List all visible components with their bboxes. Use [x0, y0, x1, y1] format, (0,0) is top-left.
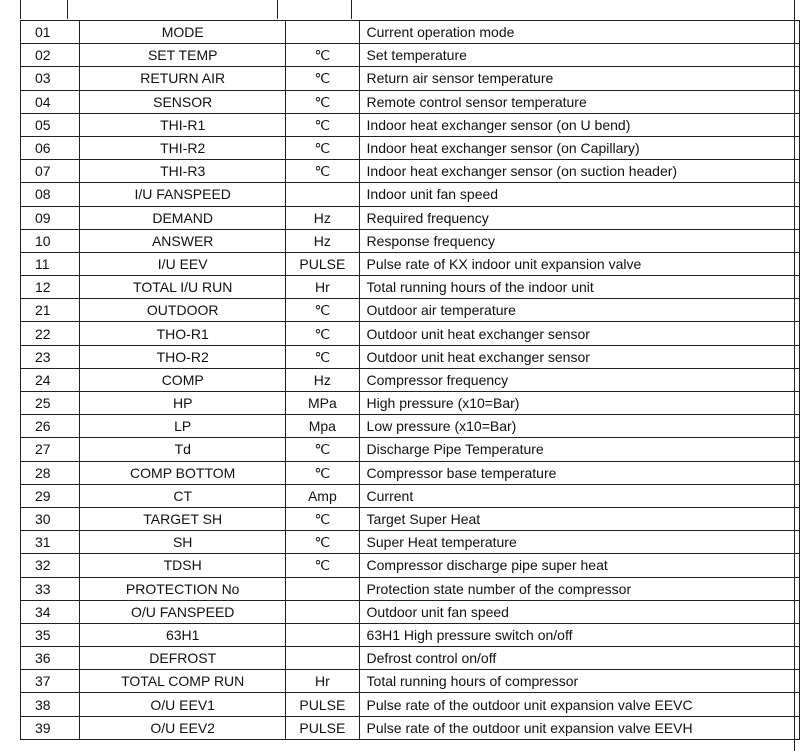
row-number: 07 — [21, 160, 80, 183]
item-unit: ℃ — [286, 438, 359, 461]
item-name: COMP BOTTOM — [80, 461, 286, 484]
item-name: TOTAL I/U RUN — [80, 276, 286, 299]
item-unit: ℃ — [286, 345, 359, 368]
table-row — [21, 206, 800, 229]
item-unit: PULSE — [286, 693, 359, 716]
table-row — [21, 647, 800, 670]
item-name: THI-R3 — [80, 160, 286, 183]
row-number: 27 — [21, 438, 80, 461]
item-name: SH — [80, 531, 286, 554]
item-unit — [286, 600, 359, 623]
item-name: THI-R2 — [80, 136, 286, 159]
item-name: DEFROST — [80, 647, 286, 670]
item-description: Protection state number of the compressor — [359, 577, 799, 600]
item-description: Response frequency — [359, 229, 799, 252]
item-unit: Hr — [286, 276, 359, 299]
item-unit: ℃ — [286, 113, 359, 136]
item-unit: ℃ — [286, 44, 359, 67]
item-name: TOTAL COMP RUN — [80, 670, 286, 693]
item-description: Indoor heat exchanger sensor (on suction header) — [359, 160, 799, 183]
item-unit: ℃ — [286, 136, 359, 159]
item-name: CT — [80, 484, 286, 507]
item-description: High pressure (x10=Bar) — [359, 392, 799, 415]
table-row — [21, 136, 800, 159]
row-number: 21 — [21, 299, 80, 322]
row-number: 10 — [21, 229, 80, 252]
row-number: 02 — [21, 44, 80, 67]
row-number: 30 — [21, 507, 80, 530]
row-number: 08 — [21, 183, 80, 206]
item-name: SET TEMP — [80, 44, 286, 67]
table-row — [21, 531, 800, 554]
row-number: 25 — [21, 392, 80, 415]
table-row — [21, 229, 800, 252]
row-number: 37 — [21, 670, 80, 693]
row-number: 11 — [21, 252, 80, 275]
column-divider — [277, 0, 278, 19]
row-number: 23 — [21, 345, 80, 368]
table-row — [21, 299, 800, 322]
table-row — [21, 252, 800, 275]
data-code-table — [20, 20, 800, 740]
item-name: O/U EEV2 — [80, 716, 286, 739]
item-unit: PULSE — [286, 252, 359, 275]
item-name: O/U EEV1 — [80, 693, 286, 716]
item-name: I/U FANSPEED — [80, 183, 286, 206]
table-row — [21, 461, 800, 484]
column-divider — [67, 0, 68, 19]
table-row — [21, 438, 800, 461]
table-row — [21, 21, 800, 44]
item-name: THO-R1 — [80, 322, 286, 345]
item-name: ANSWER — [80, 229, 286, 252]
item-description: Super Heat temperature — [359, 531, 799, 554]
item-unit: Hr — [286, 670, 359, 693]
row-number: 38 — [21, 693, 80, 716]
table-row — [21, 90, 800, 113]
item-description: Pulse rate of the outdoor unit expansion valve EEVH — [359, 716, 799, 739]
row-number: 03 — [21, 67, 80, 90]
row-number: 34 — [21, 600, 80, 623]
item-name: OUTDOOR — [80, 299, 286, 322]
item-name: LP — [80, 415, 286, 438]
item-unit: ℃ — [286, 322, 359, 345]
item-unit: ℃ — [286, 299, 359, 322]
item-unit: Hz — [286, 368, 359, 391]
item-description: Required frequency — [359, 206, 799, 229]
item-description: Defrost control on/off — [359, 647, 799, 670]
item-unit: Hz — [286, 229, 359, 252]
item-unit: ℃ — [286, 531, 359, 554]
table-row — [21, 600, 800, 623]
row-number: 06 — [21, 136, 80, 159]
item-unit: ℃ — [286, 67, 359, 90]
row-number: 09 — [21, 206, 80, 229]
row-number: 29 — [21, 484, 80, 507]
row-number: 33 — [21, 577, 80, 600]
table-top-partial-row — [20, 0, 800, 19]
item-description: Current — [359, 484, 799, 507]
item-name: THI-R1 — [80, 113, 286, 136]
item-name: O/U FANSPEED — [80, 600, 286, 623]
item-unit: PULSE — [286, 716, 359, 739]
table-row — [21, 670, 800, 693]
item-name: TDSH — [80, 554, 286, 577]
item-name: I/U EEV — [80, 252, 286, 275]
item-description: Compressor base temperature — [359, 461, 799, 484]
item-unit: ℃ — [286, 461, 359, 484]
column-divider — [351, 0, 352, 19]
item-description: Current operation mode — [359, 21, 799, 44]
item-name: COMP — [80, 368, 286, 391]
item-description: Remote control sensor temperature — [359, 90, 799, 113]
item-description: Indoor heat exchanger sensor (on Capillary) — [359, 136, 799, 159]
item-description: Outdoor unit heat exchanger sensor — [359, 345, 799, 368]
item-name: Td — [80, 438, 286, 461]
item-name: RETURN AIR — [80, 67, 286, 90]
row-number: 35 — [21, 623, 80, 646]
item-unit: ℃ — [286, 507, 359, 530]
row-number: 39 — [21, 716, 80, 739]
item-description: Return air sensor temperature — [359, 67, 799, 90]
item-name: TARGET SH — [80, 507, 286, 530]
item-description: Total running hours of compressor — [359, 670, 799, 693]
row-number: 22 — [21, 322, 80, 345]
item-description: Indoor unit fan speed — [359, 183, 799, 206]
item-unit: ℃ — [286, 160, 359, 183]
table-row — [21, 276, 800, 299]
item-unit — [286, 647, 359, 670]
item-name: PROTECTION No — [80, 577, 286, 600]
row-number: 31 — [21, 531, 80, 554]
item-name: 63H1 — [80, 623, 286, 646]
table-row — [21, 554, 800, 577]
table-row — [21, 577, 800, 600]
table-row — [21, 484, 800, 507]
table-row — [21, 415, 800, 438]
item-name: SENSOR — [80, 90, 286, 113]
item-name: HP — [80, 392, 286, 415]
row-number: 36 — [21, 647, 80, 670]
item-unit: Amp — [286, 484, 359, 507]
item-name: THO-R2 — [80, 345, 286, 368]
item-description: Indoor heat exchanger sensor (on U bend) — [359, 113, 799, 136]
table-row — [21, 183, 800, 206]
item-unit — [286, 183, 359, 206]
item-description: Pulse rate of KX indoor unit expansion valve — [359, 252, 799, 275]
table-row — [21, 392, 800, 415]
item-unit: ℃ — [286, 90, 359, 113]
row-number: 01 — [21, 21, 80, 44]
table-row — [21, 623, 800, 646]
table-row — [21, 160, 800, 183]
table-row — [21, 693, 800, 716]
item-description: Outdoor unit heat exchanger sensor — [359, 322, 799, 345]
item-name: DEMAND — [80, 206, 286, 229]
row-number: 24 — [21, 368, 80, 391]
table-row — [21, 44, 800, 67]
item-unit — [286, 577, 359, 600]
row-number: 26 — [21, 415, 80, 438]
item-description: 63H1 High pressure switch on/off — [359, 623, 799, 646]
table-row — [21, 67, 800, 90]
item-unit — [286, 623, 359, 646]
item-description: Compressor frequency — [359, 368, 799, 391]
item-description: Outdoor air temperature — [359, 299, 799, 322]
table-row — [21, 322, 800, 345]
item-description: Set temperature — [359, 44, 799, 67]
item-unit — [286, 21, 359, 44]
item-description: Low pressure (x10=Bar) — [359, 415, 799, 438]
row-number: 04 — [21, 90, 80, 113]
item-description: Compressor discharge pipe super heat — [359, 554, 799, 577]
row-number: 28 — [21, 461, 80, 484]
item-description: Target Super Heat — [359, 507, 799, 530]
item-description: Pulse rate of the outdoor unit expansion valve EEVC — [359, 693, 799, 716]
row-number: 05 — [21, 113, 80, 136]
item-description: Discharge Pipe Temperature — [359, 438, 799, 461]
adjacent-column-edge — [794, 0, 800, 751]
item-name: MODE — [80, 21, 286, 44]
item-unit: Hz — [286, 206, 359, 229]
item-description: Total running hours of the indoor unit — [359, 276, 799, 299]
table-row — [21, 345, 800, 368]
item-unit: Mpa — [286, 415, 359, 438]
table-row — [21, 716, 800, 739]
item-unit: ℃ — [286, 554, 359, 577]
table-row — [21, 507, 800, 530]
table-row — [21, 113, 800, 136]
table-row — [21, 368, 800, 391]
row-number: 12 — [21, 276, 80, 299]
row-number: 32 — [21, 554, 80, 577]
item-description: Outdoor unit fan speed — [359, 600, 799, 623]
item-unit: MPa — [286, 392, 359, 415]
